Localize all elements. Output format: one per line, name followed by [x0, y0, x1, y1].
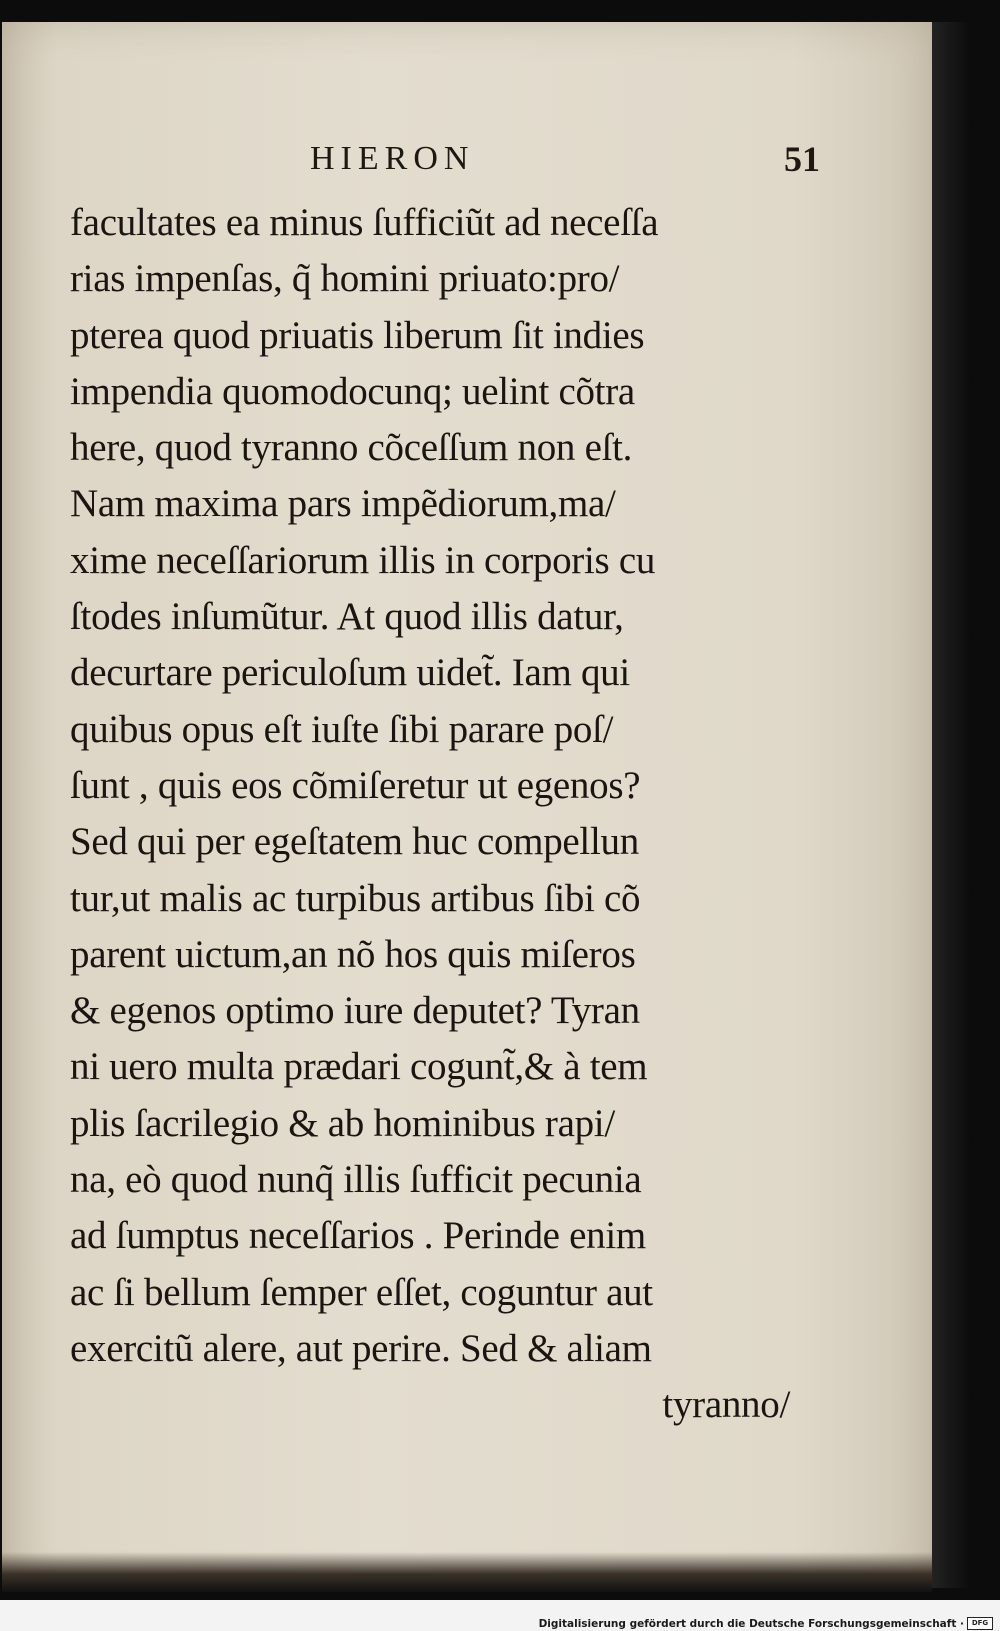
- text-line: rias impenſas, q̃ homini priuato:pro/: [70, 257, 620, 301]
- text-line: plis ſacrilegio & ab hominibus rapi/: [70, 1101, 615, 1145]
- text-line: tur,ut malis ac turpibus artibus ſibi cõ: [70, 876, 641, 920]
- text-line: here, quod tyranno cõceſſum non eſt.: [70, 426, 633, 470]
- running-head: HIERON: [310, 140, 475, 177]
- page-number: 51: [784, 139, 820, 179]
- text-line: parent uictum,an nõ hos quis miſeros: [70, 932, 636, 976]
- text-line: na, eò quod nunq̃ illis ſufficit pecunia: [70, 1158, 642, 1202]
- text-line: ni uero multa prædari cogunt̃,& à tem: [70, 1045, 648, 1089]
- text-line: xime neceſſariorum illis in corporis cu: [70, 538, 656, 582]
- text-line: quibus opus eſt iuſte ſibi parare poſ/: [70, 707, 614, 751]
- text-line: & egenos optimo iure deputet? Tyran: [70, 989, 640, 1033]
- text-line: exercitũ alere, aut perire. Sed & aliam: [70, 1326, 652, 1370]
- text-line: ac ſi bellum ſemper eſſet, coguntur aut: [70, 1270, 653, 1314]
- text-line: Sed qui per egeſtatem huc compellun: [70, 820, 639, 864]
- catchword: tyranno/: [662, 1383, 790, 1427]
- dfg-logo[interactable]: DFG: [967, 1617, 993, 1630]
- page-edge-shadow: [932, 22, 972, 1588]
- text-line: pterea quod priuatis liberum ſit indies: [70, 313, 645, 357]
- text-line: decurtare periculoſum uidet̃. Iam qui: [70, 651, 630, 695]
- page-bottom-edge: [2, 1552, 932, 1592]
- funding-credit: Digitalisierung gefördert durch die Deutsche Forschungsgemeinschaft ·: [538, 1618, 964, 1630]
- text-line: ſtodes inſumũtur. At quod illis datur,: [70, 595, 624, 639]
- text-line: ad ſumptus neceſſarios . Perinde enim: [70, 1214, 646, 1258]
- text-line: ſunt , quis eos cõmiſeretur ut egenos?: [70, 763, 641, 807]
- body-text: [70, 195, 790, 1434]
- text-line: Nam maxima pars impẽdiorum,ma/: [70, 482, 616, 526]
- text-line: facultates ea minus ſufficiũt ad neceſſa: [70, 201, 659, 244]
- text-line: impendia quomodocunq; uelint cõtra: [70, 369, 635, 413]
